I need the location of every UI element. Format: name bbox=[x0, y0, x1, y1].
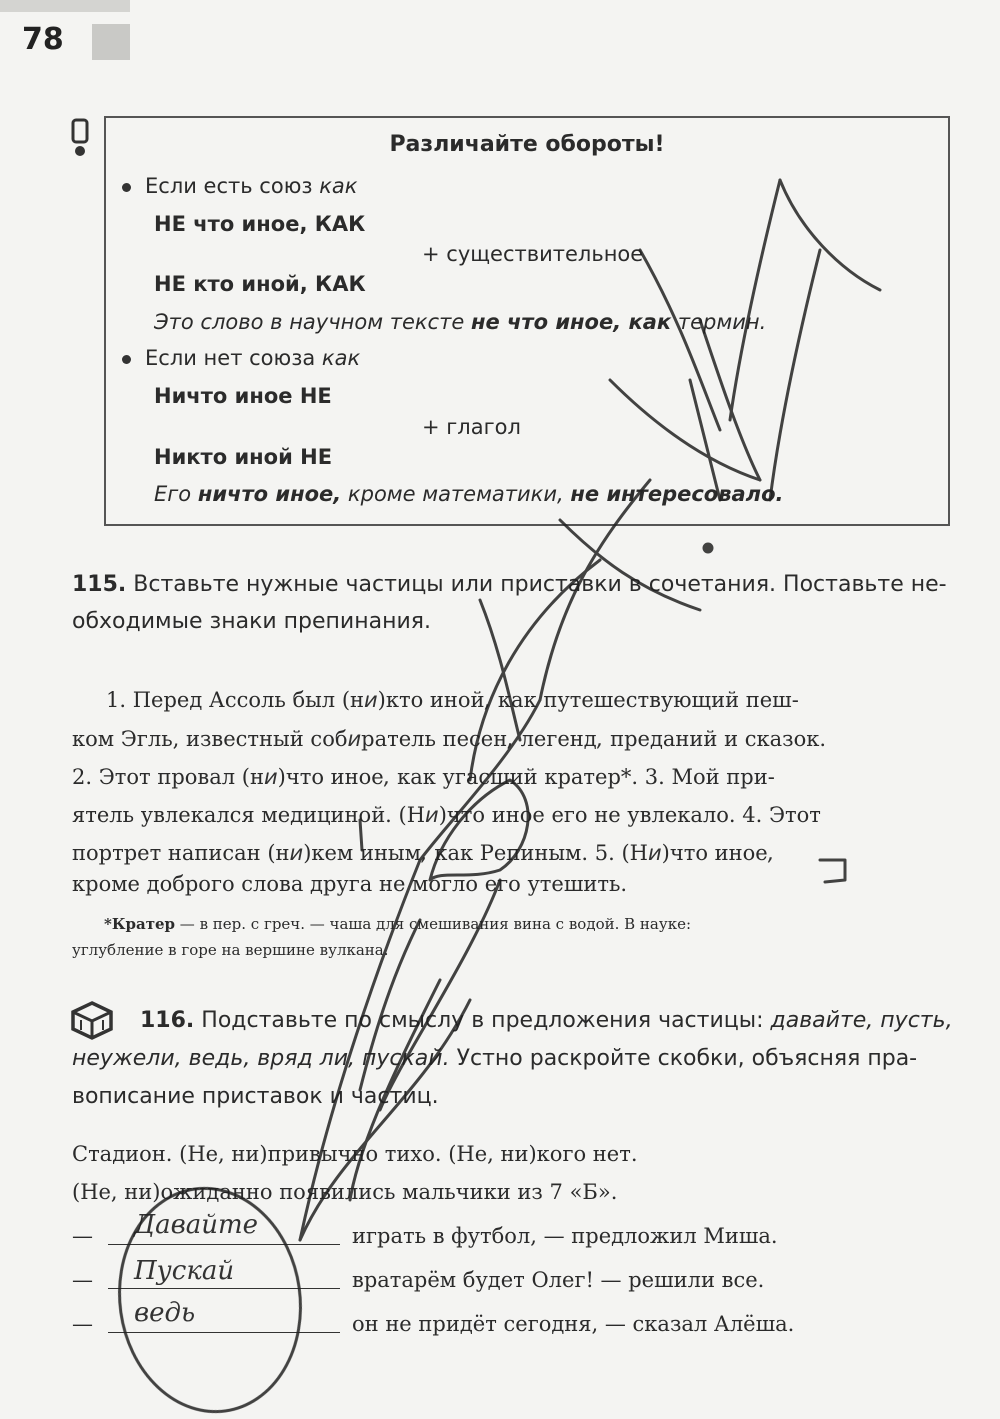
task-115-line: кроме доброго слова друга не могло его утешить. bbox=[72, 872, 628, 896]
rule-box bbox=[104, 116, 950, 526]
rule-case2-plus: + глагол bbox=[422, 415, 521, 439]
task-115-line: 1. Перед Ассоль был (ни)кто иной, как путешествующий пеш- bbox=[106, 688, 799, 712]
dialog-text: вратарём будет Олег! — решили все. bbox=[352, 1268, 765, 1292]
rule-case1-plus: + существительное bbox=[422, 242, 644, 266]
footnote: *Кратер — в пер. с греч. — чаша для смешивания вина с водой. В науке: bbox=[104, 915, 691, 933]
task-116-line-1: Стадион. (Не, ни)привычно тихо. (Не, ни)кого нет. bbox=[72, 1142, 638, 1166]
answer-handwritten: Пускай bbox=[134, 1256, 235, 1286]
rule-case2-example: Его ничто иное, кроме математики, не интересовало. bbox=[154, 482, 784, 506]
rule-case1-line1: НЕ что иное, КАК bbox=[154, 212, 366, 236]
answer-blank[interactable] bbox=[108, 1288, 340, 1289]
page-number: 78 bbox=[22, 22, 64, 57]
page-number-tab bbox=[92, 24, 130, 60]
task-115-line: 2. Этот провал (ни)что иное, как угасший кратер*. 3. Мой при- bbox=[72, 765, 775, 789]
exclamation-icon bbox=[70, 118, 90, 158]
dialog-text: он не придёт сегодня, — сказал Алёша. bbox=[352, 1312, 795, 1336]
task-116-instruction-2: неужели, ведь, вряд ли, пускай. Устно раскройте скобки, объясняя пра- bbox=[72, 1046, 918, 1071]
rule-case1-line2: НЕ кто иной, КАК bbox=[154, 272, 366, 296]
rule-title: Различайте обороты! bbox=[389, 132, 665, 157]
task-115-line: ятель увлекался медициной. (Ни)что иное его не увлекало. 4. Этот bbox=[72, 803, 821, 827]
rule-case1-intro: Если есть союз как bbox=[122, 174, 357, 198]
answer-blank[interactable] bbox=[108, 1244, 340, 1245]
answer-handwritten: Давайте bbox=[134, 1210, 259, 1240]
task-116-line-2: (Не, ни)ожиданно появились мальчики из 7 «Б». bbox=[72, 1180, 618, 1204]
task-115-instruction: 115. Вставьте нужные частицы или приставки в сочетания. Поставьте не- обходимые знаки препинания. bbox=[72, 572, 947, 634]
task-116-instruction-3: вописание приставок и частиц. bbox=[72, 1084, 439, 1109]
dialog-dash: — bbox=[72, 1224, 93, 1248]
task-115-line: портрет написан (ни)кем иным, как Репиным. 5. (Ни)что иное, bbox=[72, 841, 775, 865]
task-116-instruction-1: 116. Подставьте по смыслу в предложения частицы: давайте, пусть, bbox=[140, 1008, 953, 1033]
task-115-line: ком Эгль, известный собиратель песен, легенд, преданий и сказок. bbox=[72, 727, 827, 751]
dialog-dash: — bbox=[72, 1268, 93, 1292]
dialog-dash: — bbox=[72, 1312, 93, 1336]
bullet-icon bbox=[122, 355, 131, 364]
dialog-text: играть в футбол, — предложил Миша. bbox=[352, 1224, 778, 1248]
rule-case2-line2: Никто иной НЕ bbox=[154, 445, 333, 469]
bullet-icon bbox=[122, 183, 131, 192]
footnote-cont: углубление в горе на вершине вулкана. bbox=[72, 941, 389, 959]
cube-icon bbox=[70, 1000, 114, 1040]
rule-case1-example: Это слово в научном тексте не что иное, как термин. bbox=[154, 310, 767, 334]
answer-handwritten: ведь bbox=[134, 1298, 196, 1328]
answer-blank[interactable] bbox=[108, 1332, 340, 1333]
top-strip bbox=[0, 0, 130, 12]
rule-case2-line1: Ничто иное НЕ bbox=[154, 384, 332, 408]
rule-case2-intro: Если нет союза как bbox=[122, 346, 360, 370]
